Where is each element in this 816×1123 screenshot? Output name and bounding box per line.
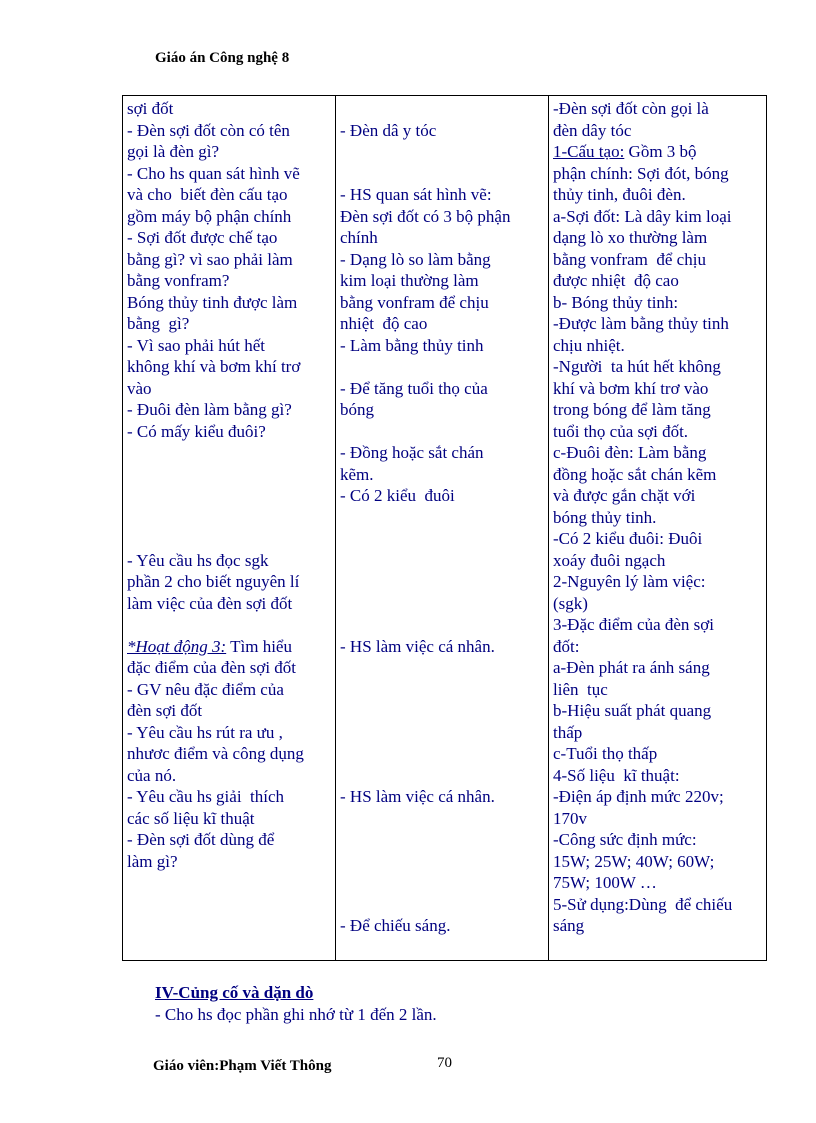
text-line: 4-Số liệu kĩ thuật: (553, 765, 680, 785)
student-activities-column (336, 96, 549, 961)
text-line: b-Hiệu suất phát quang (553, 701, 712, 720)
review-instruction: - Cho hs đọc phần ghi nhớ từ 1 đến 2 lần. (155, 1005, 437, 1024)
text-line (127, 464, 331, 486)
text-line: a-Đèn phát ra ánh sáng (553, 658, 710, 677)
text-line: liên tục (553, 679, 608, 699)
text-line: -Điện áp định mức 220v; (553, 787, 724, 806)
text-line: khí và bơm khí trơ vào (553, 378, 709, 398)
text-line: tuổi thọ của sợi đốt. (553, 421, 689, 441)
text-line: làm việc của đèn sợi đốt (127, 593, 293, 613)
text-line: chính (340, 228, 378, 247)
text-line: các số liệu kĩ thuật (127, 808, 255, 828)
text-line: nhiệt độ cao (340, 314, 428, 333)
text-line: -Được làm bằng thủy tinh (553, 314, 729, 333)
text-line: - Đuôi đèn làm bằng gì? (127, 400, 292, 419)
text-line: bóng (340, 400, 374, 419)
text-line: - Có mấy kiểu đuôi? (127, 421, 266, 441)
table-row (123, 96, 767, 961)
structure-label: 1-Cấu tạo: (553, 142, 625, 161)
text-line: thủy tinh, đuôi đèn. (553, 185, 686, 204)
text-line (340, 700, 544, 722)
text-line: bằng vonfram? (127, 271, 230, 290)
text-line (127, 636, 331, 658)
text-line: bóng thủy tinh. (553, 507, 657, 527)
text-line (340, 722, 544, 744)
text-line (340, 421, 544, 443)
activity-label: *Hoạt động 3: (127, 636, 227, 656)
text-line (340, 851, 544, 873)
text-line (127, 485, 331, 507)
text-line: xoáy đuôi ngạch (553, 550, 666, 570)
text-line: 3-Đặc điểm của đèn sợi (553, 615, 714, 634)
text-line: sáng (553, 916, 585, 935)
lesson-table (122, 95, 767, 961)
text-line: - Cho hs quan sát hình vẽ (127, 163, 300, 183)
text-line: dạng lò xo thường làm (553, 228, 708, 247)
text-line: - HS quan sát hình vẽ: (340, 185, 492, 204)
text-line (553, 141, 762, 163)
text-line: -Người ta hút hết không (553, 357, 721, 376)
activity-title: Tìm hiểu (226, 636, 292, 656)
text-line: - Đèn dâ y tóc (340, 120, 437, 140)
text-line (340, 550, 544, 572)
text-line: 170v (553, 808, 587, 828)
text-line: vào (127, 378, 152, 398)
text-line: chịu nhiệt. (553, 335, 625, 355)
text-line: gọi là đèn gì? (127, 142, 220, 161)
text-line: trong bóng để làm tăng (553, 400, 711, 419)
text-line (340, 743, 544, 765)
text-line: -Công sức định mức: (553, 830, 697, 849)
text-line: -Đèn sợi đốt còn gọi là (553, 99, 709, 118)
text-line: - Yêu cầu hs đọc sgk (127, 550, 269, 570)
document-header: Giáo án Công nghệ 8 (155, 50, 290, 66)
text-line: - Đèn sợi đốt còn có tên (127, 120, 290, 140)
text-line (127, 528, 331, 550)
text-line (340, 507, 544, 529)
text-line (340, 356, 544, 378)
text-line: phận chính: Sợi đót, bóng (553, 163, 729, 183)
text-line (340, 571, 544, 593)
text-line: nhươc điểm và công dụng (127, 744, 304, 763)
text-line: 2-Nguyên lý làm việc: (553, 572, 706, 591)
text-line: 5-Sử dụng:Dùng để chiếu (553, 894, 733, 914)
text-line (340, 872, 544, 894)
text-line (340, 679, 544, 701)
text-line (127, 614, 331, 636)
text-line (127, 442, 331, 464)
text-line (340, 98, 544, 120)
text-line: của nó. (127, 765, 177, 785)
text-line: gồm máy bộ phận chính (127, 206, 292, 226)
text-line (340, 614, 544, 636)
text-line: và được gắn chặt với (553, 486, 696, 505)
text-line: kim loại thường làm (340, 271, 479, 290)
text-line: - GV nêu đặc điểm của (127, 679, 284, 699)
text-line (340, 765, 544, 787)
teacher-activities-column (123, 96, 336, 961)
text-line: 75W; 100W … (553, 873, 657, 892)
page-number: 70 (437, 1055, 452, 1071)
text-line: không khí và bơm khí trơ (127, 357, 301, 376)
text-line: - HS làm việc cá nhân. (340, 787, 495, 806)
text-line (340, 829, 544, 851)
section-title: IV-Củng cố và dặn dò (155, 983, 314, 1002)
text-line: - Đèn sợi đốt dùng để (127, 830, 275, 849)
text-line: Bóng thủy tinh được làm (127, 292, 298, 312)
text-line (340, 528, 544, 550)
text-line: - HS làm việc cá nhân. (340, 636, 495, 656)
text-line: đồng hoặc sắt chán kẽm (553, 464, 717, 484)
text-line (340, 808, 544, 830)
text-line: phần 2 cho biết nguyên lí (127, 572, 300, 591)
text-line: đèn sợi đốt (127, 701, 203, 720)
text-line: 15W; 25W; 40W; 60W; (553, 851, 715, 871)
text-line: bằng vonfram để chịu (340, 292, 489, 312)
text-line: Đèn sợi đốt có 3 bộ phận (340, 206, 511, 226)
text-line: - Vì sao phải hút hết (127, 335, 266, 355)
text-line: kẽm. (340, 464, 374, 484)
text-line: - Sợi đốt được chế tạo (127, 228, 278, 247)
text-line: c-Đuôi đèn: Làm bằng (553, 443, 707, 462)
text-line (340, 141, 544, 163)
text-line: đặc điểm của đèn sợi đốt (127, 658, 297, 677)
text-line: (sgk) (553, 593, 588, 613)
text-line: bằng gì? vì sao phải làm (127, 249, 293, 269)
text-line: thấp (553, 722, 583, 742)
text-line (340, 657, 544, 679)
text-line (340, 163, 544, 185)
text-line: - Đồng hoặc sắt chán (340, 443, 484, 462)
text-line: bằng gì? (127, 314, 190, 333)
text-line (340, 593, 544, 615)
text-line: - Dạng lò so làm bằng (340, 249, 491, 269)
structure-text: Gồm 3 bộ (624, 142, 697, 161)
lesson-content-column (549, 96, 767, 961)
text-line: - Yêu cầu hs giải thích (127, 787, 285, 806)
text-line: đốt: (553, 636, 580, 656)
text-line: - Làm bằng thủy tinh (340, 335, 484, 355)
text-line: -Có 2 kiểu đuôi: Đuôi (553, 529, 703, 548)
text-line: a-Sợi đốt: Là dây kim loại (553, 206, 732, 226)
text-line: đèn dây tóc (553, 120, 632, 140)
text-line (340, 894, 544, 916)
text-line: - Yêu cầu hs rút ra ưu , (127, 722, 283, 742)
text-line: và cho biết đèn cấu tạo (127, 185, 288, 204)
text-line: bằng vonfram để chịu (553, 249, 706, 269)
text-line: - Để tăng tuổi thọ của (340, 378, 488, 398)
text-line: b- Bóng thủy tinh: (553, 292, 679, 312)
text-line: sợi đốt (127, 99, 174, 118)
text-line (127, 507, 331, 529)
teacher-name: Giáo viên:Phạm Viết Thông (153, 1058, 332, 1074)
text-line: được nhiệt độ cao (553, 271, 679, 290)
text-line: - Có 2 kiểu đuôi (340, 486, 455, 505)
text-line: làm gì? (127, 851, 178, 871)
text-line: - Để chiếu sáng. (340, 916, 451, 935)
text-line: c-Tuổi thọ thấp (553, 744, 658, 763)
